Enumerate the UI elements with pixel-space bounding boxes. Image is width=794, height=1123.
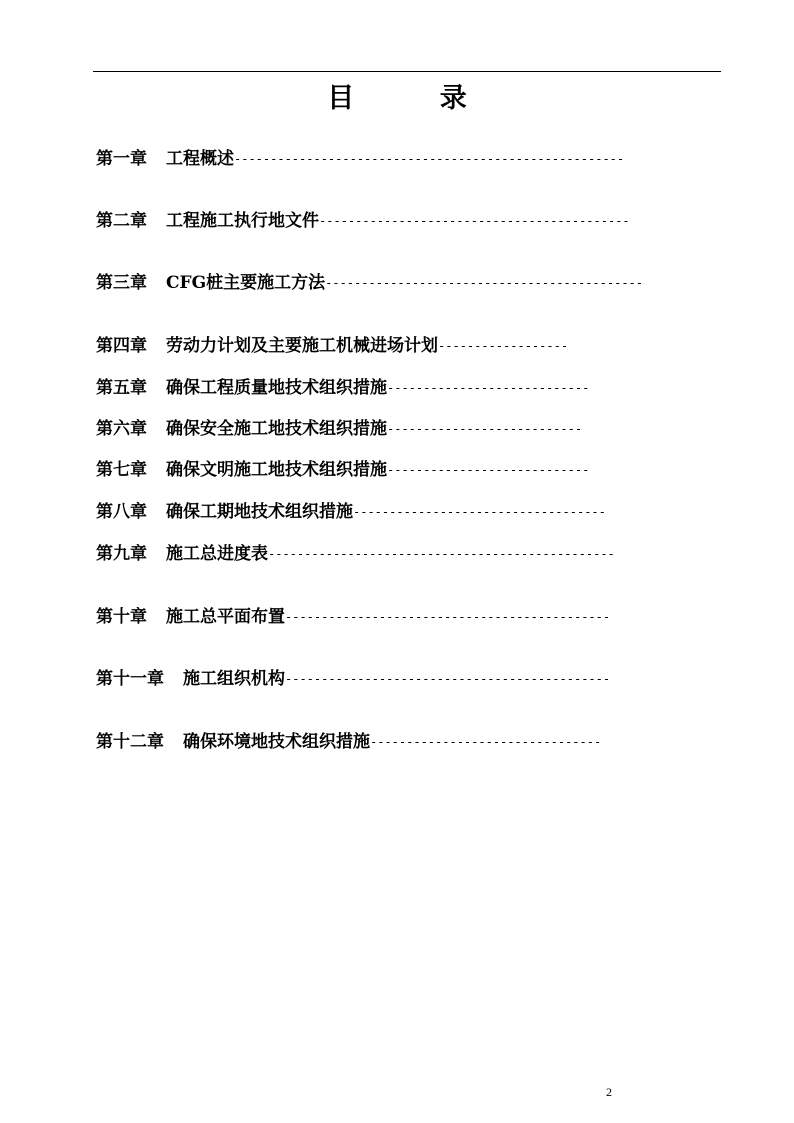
toc-leader: ------------------ [438, 339, 569, 353]
toc-leader: --------------------------------------------- [285, 610, 611, 624]
toc-leader: ---------------------------- [387, 381, 590, 395]
toc-chapter-heading: 劳动力计划及主要施工机械进场计划 [166, 336, 438, 356]
toc-chapter-heading: 工程施工执行地文件 [166, 211, 319, 231]
toc-chapter-number: 第十一章 [96, 669, 164, 689]
page-title: 目 录 [327, 83, 505, 114]
toc-entry [96, 458, 589, 482]
toc-leader: --------------------------- [387, 422, 583, 436]
toc-leader: -------------------------------- [370, 735, 602, 749]
page-number: 2 [606, 1085, 612, 1099]
toc-chapter-number: 第十二章 [96, 732, 164, 752]
toc-chapter-heading: 工程概述 [166, 149, 234, 169]
toc-chapter-number: 第二章 [96, 211, 147, 231]
toc-entry [96, 605, 610, 629]
toc-chapter-number: 第七章 [96, 460, 147, 480]
toc-chapter-number: 第十章 [96, 607, 147, 627]
toc-chapter-number: 第八章 [96, 502, 147, 522]
toc-chapter-heading: 施工总平面布置 [166, 607, 285, 627]
toc-chapter-heading: 施工总进度表 [166, 544, 268, 564]
toc-leader: ------------------------------------------------------ [234, 152, 625, 166]
toc-leader: ------------------------------------------- [319, 214, 630, 228]
toc-leader: ----------------------------------- [353, 505, 606, 519]
toc-chapter-heading: 确保文明施工地技术组织措施 [166, 460, 387, 480]
toc-entry [96, 667, 610, 691]
toc-chapter-heading: 施工组织机构 [183, 669, 285, 689]
toc-chapter-number: 第四章 [96, 336, 147, 356]
toc-entry [96, 417, 582, 441]
toc-leader: ------------------------------------------------ [268, 547, 615, 561]
toc-chapter-number: 第五章 [96, 378, 147, 398]
toc-chapter-number: 第一章 [96, 149, 147, 169]
toc-leader: ---------------------------- [387, 463, 590, 477]
toc-entry [96, 376, 589, 400]
toc-entry [96, 209, 630, 233]
toc-chapter-number: 第六章 [96, 419, 147, 439]
toc-chapter-number: 第九章 [96, 544, 147, 564]
toc-leader: --------------------------------------------- [285, 672, 611, 686]
toc-chapter-heading: 确保环境地技术组织措施 [183, 732, 370, 752]
toc-entry [96, 271, 643, 295]
toc-chapter-heading: 确保工程质量地技术组织措施 [166, 378, 387, 398]
toc-chapter-heading: 确保工期地技术组织措施 [166, 502, 353, 522]
toc-entry [96, 542, 615, 566]
toc-entry [96, 730, 601, 754]
toc-entry [96, 147, 624, 171]
toc-leader: -------------------------------------------- [325, 276, 644, 290]
toc-entry [96, 334, 568, 358]
header-rule [93, 71, 721, 72]
toc-entry [96, 500, 606, 524]
toc-chapter-heading: 确保安全施工地技术组织措施 [166, 419, 387, 439]
toc-chapter-heading: CFG桩主要施工方法 [166, 273, 326, 293]
toc-chapter-number: 第三章 [96, 273, 147, 293]
